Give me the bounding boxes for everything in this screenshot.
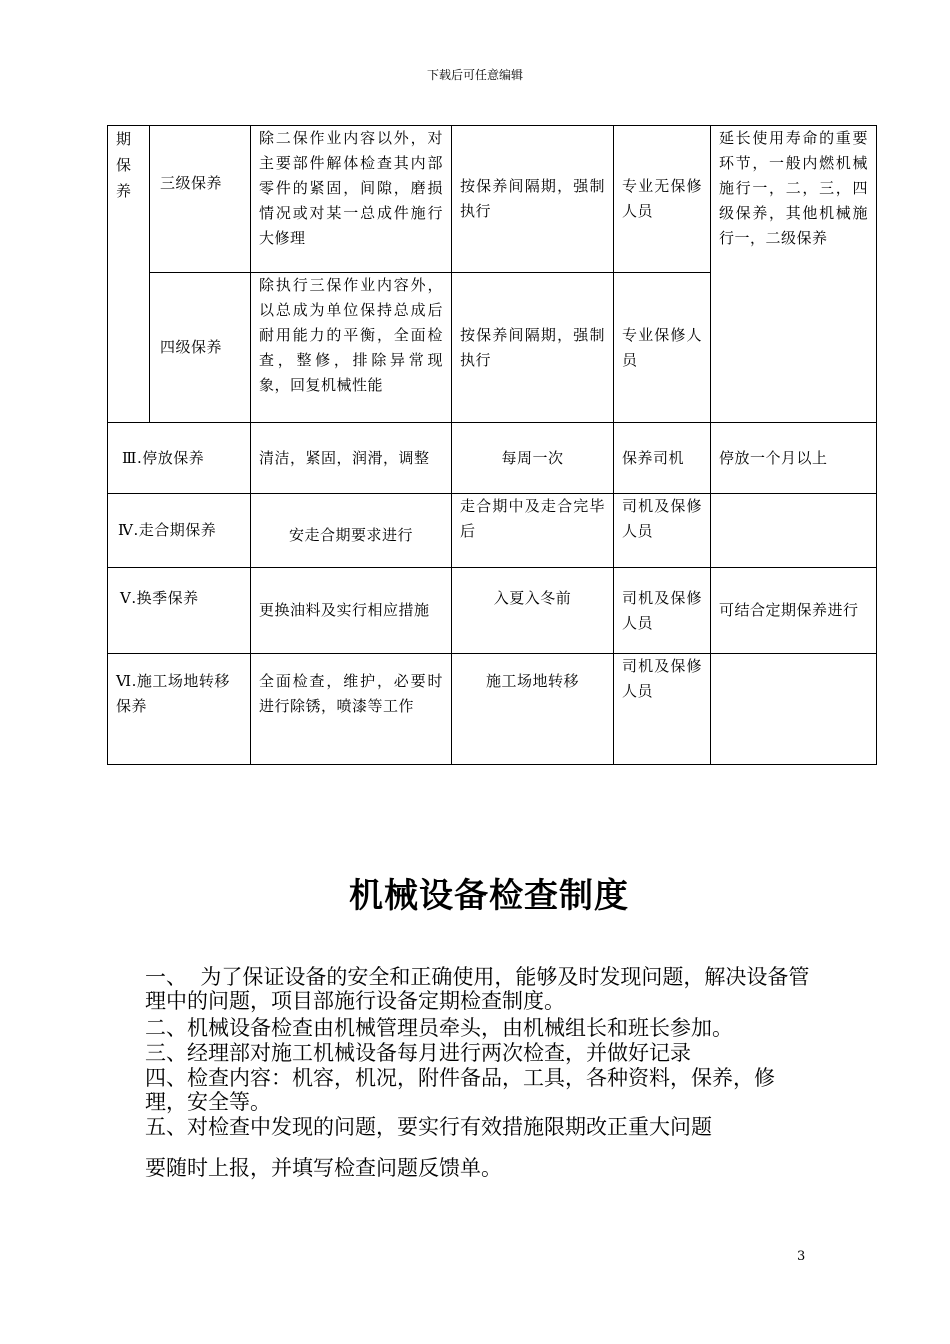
row-content: 除执行三保作业内容外，以总成为单位保持总成后耐用能力的平衡，全面检查，整修，排除异常现象，回复机械性能 (251, 273, 452, 423)
header-note: 下载后可任意编辑 (426, 68, 523, 82)
section-title: 机械设备检查制度 (349, 876, 629, 916)
maintenance-table (107, 125, 877, 765)
table-row (108, 568, 877, 654)
row-frequency: 入夏入冬前 (452, 568, 614, 654)
row-personnel: 专业保修人员 (614, 273, 711, 423)
row-frequency: 走合期中及走合完毕后 (452, 494, 614, 568)
row-frequency: 按保养间隔期，强制执行 (452, 273, 614, 423)
row-content: 更换油料及实行相应措施 (251, 568, 452, 654)
table-row (108, 126, 877, 273)
page-number: 3 (797, 1249, 806, 1264)
row-personnel: 司机及保修人员 (614, 494, 711, 568)
row-content: 除二保作业内容以外，对主要部件解体检查其内部零件的紧固，间隙，磨损情况或对某一总成件施行大修理 (251, 126, 452, 273)
row-remark: 可结合定期保养进行 (711, 568, 877, 654)
periodic-remark: 延长使用寿命的重要环节，一般内燃机械施行一，二，三，四级保养，其他机械施行一，二级保养 (711, 126, 877, 423)
paragraph: 要随时上报，并填写检查问题反馈单。 (145, 1156, 502, 1180)
row-remark (711, 654, 877, 765)
table-row (108, 494, 877, 568)
row-name: Ⅳ.走合期保养 (108, 494, 251, 568)
paragraph: 二、机械设备检查由机械管理员牵头，由机械组长和班长参加。 (145, 1016, 733, 1040)
row-frequency: 按保养间隔期，强制执行 (452, 126, 614, 273)
row-personnel: 司机及保修人员 (614, 654, 711, 765)
row-name: Ⅵ.施工场地转移保养 (108, 654, 251, 765)
row-name: Ⅲ.停放保养 (108, 423, 251, 494)
row-personnel: 保养司机 (614, 423, 711, 494)
row-name: 三级保养 (150, 126, 251, 273)
row-frequency: 施工场地转移 (452, 654, 614, 765)
row-personnel: 专业无保修人员 (614, 126, 711, 273)
row-remark: 停放一个月以上 (711, 423, 877, 494)
row-content: 安走合期要求进行 (251, 494, 452, 568)
paragraph: 四、检查内容：机容，机况，附件备品，工具，各种资料，保养，修理，安全等。 (145, 1066, 775, 1114)
periodic-maintenance-label: 期 保 养 (108, 126, 150, 423)
row-remark (711, 494, 877, 568)
row-frequency: 每周一次 (452, 423, 614, 494)
row-name: Ⅴ.换季保养 (108, 568, 251, 654)
row-content: 清洁，紧固，润滑，调整 (251, 423, 452, 494)
paragraph: 五、对检查中发现的问题，要实行有效措施限期改正重大问题 (145, 1115, 712, 1139)
table-row (108, 423, 877, 494)
paragraph: 一、 为了保证设备的安全和正确使用，能够及时发现问题，解决设备管理中的问题，项目部施行设备定期检查制度。 (145, 965, 810, 1013)
row-content: 全面检查，维护，必要时进行除锈，喷漆等工作 (251, 654, 452, 765)
table-row (108, 654, 877, 765)
row-personnel: 司机及保修人员 (614, 568, 711, 654)
row-name: 四级保养 (150, 273, 251, 423)
paragraph: 三、经理部对施工机械设备每月进行两次检查，并做好记录 (145, 1041, 691, 1065)
